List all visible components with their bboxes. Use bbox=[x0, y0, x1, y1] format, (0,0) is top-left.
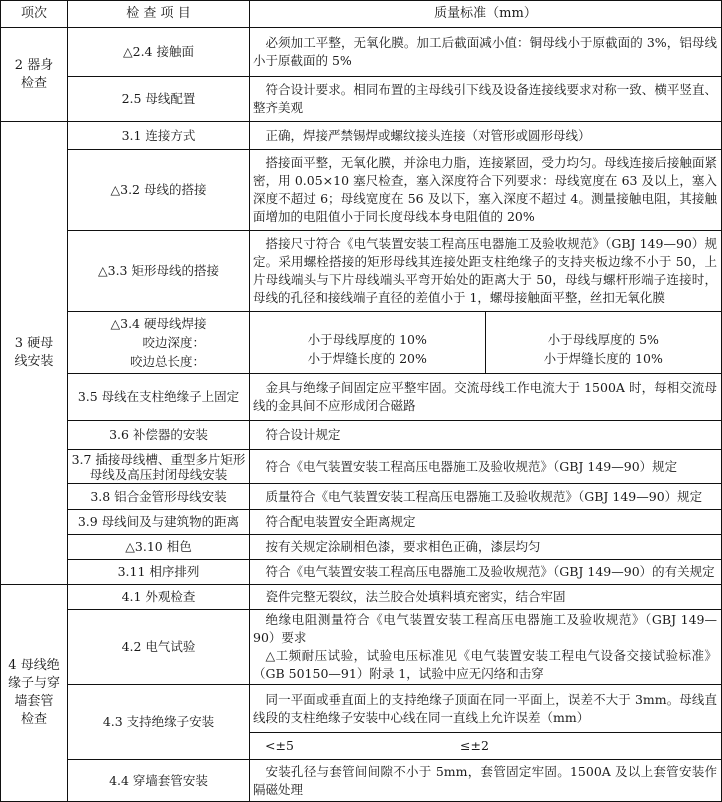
item-3-11: 3.11 相序排列 bbox=[68, 560, 250, 585]
item-4-3: 4.3 支持绝缘子安装 bbox=[68, 685, 250, 760]
item-3-5: 3.5 母线在支柱绝缘子上固定 bbox=[68, 374, 250, 421]
standard-3-9 bbox=[250, 510, 722, 535]
standard-paragraph: △工频耐压试验，试验电压标准见《电气装置安装工程电气设备交接试验标准》（GB 50150—91）附录 1，试验中应无闪络和击穿 bbox=[253, 648, 717, 681]
standard-3-4-right bbox=[486, 312, 722, 373]
standard-text: 正确，焊接严禁锡焊或螺纹接头连接（对管形或圆形母线） bbox=[265, 127, 591, 143]
group-label-line: 3 硬母 bbox=[14, 336, 54, 351]
item-2-5: 2.5 母线配置 bbox=[68, 77, 250, 122]
group-label-line: 检查 bbox=[20, 712, 47, 727]
standard-paragraph: 绝缘电阻测量符合《电气装置安装工程高压电器施工及验收规范》（GBJ 149—90）要求 bbox=[253, 612, 717, 645]
item-3-4-title: △3.4 硬母线焊接 bbox=[110, 316, 207, 331]
standard-3-11 bbox=[250, 560, 722, 585]
standard-3-2 bbox=[250, 150, 722, 231]
standard-text-block bbox=[250, 611, 721, 683]
group-hard-busbar-installation bbox=[1, 122, 68, 585]
standard-3-1 bbox=[250, 122, 722, 150]
item-3-2: △3.2 母线的搭接 bbox=[68, 150, 250, 231]
group-body-inspection bbox=[1, 28, 68, 122]
standard-text: 符合设计要求。相同布置的主母线引下线及设备连接线要求对称一致、横平竖直、整齐美观 bbox=[253, 82, 717, 115]
item-4-4: 4.4 穿墙套管安装 bbox=[68, 760, 250, 802]
standard-text: 符合设计规定 bbox=[265, 427, 341, 442]
standard-4-4 bbox=[250, 760, 722, 802]
item-3-9: 3.9 母线间及与建筑物的距离 bbox=[68, 510, 250, 535]
standard-line: 小于母线厚度的 5% bbox=[547, 331, 659, 347]
item-4-1: 4.1 外观检查 bbox=[68, 585, 250, 610]
item-4-2: 4.2 电气试验 bbox=[68, 610, 250, 685]
standard-4-1 bbox=[250, 585, 722, 610]
standard-line: 小于焊缝长度的 10% bbox=[543, 350, 663, 366]
header-item-no: 项次 bbox=[1, 1, 68, 28]
standard-3-4 bbox=[250, 312, 722, 374]
item-3-8: 3.8 铝合金管形母线安装 bbox=[68, 484, 250, 510]
standard-text: 金具与绝缘子间固定应平整牢固。交流母线工作电流大于 1500A 时，每相交流母线的金具间不应形成闭合磁路 bbox=[253, 380, 717, 413]
standard-line: 小于焊缝长度的 20% bbox=[307, 350, 427, 366]
standard-4-3 bbox=[250, 685, 722, 733]
standard-3-10 bbox=[250, 535, 722, 560]
undercut-length-label: 咬边总长度： bbox=[129, 354, 205, 369]
header-check-item: 检 查 项 目 bbox=[68, 1, 250, 28]
standard-text: 符合《电气装置安装工程高压电器施工及验收规范》（GBJ 149—90）规定 bbox=[265, 458, 678, 474]
standard-text: 符合《电气装置安装工程高压电器施工及验收规范》（GBJ 149—90）的有关规定 bbox=[265, 564, 715, 579]
standard-text: 搭接面平整，无氧化膜，并涂电力脂，连接紧固，受力均匀。母线连接后接触面紧密，用 0.05×10 塞尺检查，塞入深度符合下列要求：母线宽度在 63 及以上，塞入深度不超过 6；母线宽度在 56 及以下，塞入深度不超过 4。测量接触电阻，其接触面增加的电阻值小于同长度母线本身电阻值的 20% bbox=[253, 155, 717, 224]
standard-text: 按有关规定涂刷相色漆，要求相色正确，漆层均匀 bbox=[265, 539, 541, 554]
group-label-line: 缘子与穿 bbox=[7, 676, 60, 691]
standard-line: 小于母线厚度的 10% bbox=[307, 331, 427, 347]
standard-2-5 bbox=[250, 77, 722, 122]
group-insulator-bushing-inspection bbox=[1, 585, 68, 802]
standard-2-4 bbox=[250, 28, 722, 77]
standard-3-7 bbox=[250, 450, 722, 484]
standard-text: 符合配电装置安全距离规定 bbox=[265, 514, 416, 529]
standard-4-2 bbox=[250, 610, 722, 685]
standard-text: 搭接尺寸符合《电气装置安装工程高压电器施工及验收规范》（GBJ 149—90）规定。采用螺栓搭接的矩形母线其连接处距支柱绝缘子的支持夹板边缘不小于 50，上片母线端头与下片母线端头平弯开始处的距离大于 50，母线与螺杆形端子连接时，母线的孔径和接线端子直径的差值小于 1，螺母接触面平整，丝扣无氧化膜 bbox=[253, 236, 717, 305]
group-label-line: 检查 bbox=[20, 75, 47, 91]
item-3-7: 3.7 插接母线槽、重型多片矩形母线及高压封闭母线安装 bbox=[68, 450, 250, 484]
group-label-line: 墙套管 bbox=[14, 694, 54, 709]
standard-3-6 bbox=[250, 421, 722, 450]
item-3-10: △3.10 相色 bbox=[68, 535, 250, 560]
standard-text: 必须加工平整，无氧化膜。加工后截面减小值：铜母线小于原截面的 3%，铝母线小于原截面的 5% bbox=[253, 35, 717, 68]
group-label-line: 2 器身 bbox=[14, 57, 54, 73]
standard-text: 同一平面或垂直面上的支持绝缘子顶面在同一平面上，误差不大于 3mm。母线直线段的支柱绝缘子安装中心线在同一直线上允许误差（mm） bbox=[253, 691, 717, 725]
item-3-6: 3.6 补偿器的安装 bbox=[68, 421, 250, 450]
standard-3-8 bbox=[250, 484, 722, 510]
standard-4-3-tolerances bbox=[250, 733, 722, 760]
header-quality-standard: 质量标准（mm） bbox=[250, 1, 722, 28]
standard-text: 质量符合《电气装置安装工程高压电器施工及验收规范》（GBJ 149—90）规定 bbox=[265, 488, 703, 504]
item-3-3: △3.3 矩形母线的搭接 bbox=[68, 231, 250, 312]
weld-labels bbox=[112, 333, 205, 371]
item-2-4: △2.4 接触面 bbox=[68, 28, 250, 77]
standard-text: 瓷件完整无裂纹，法兰胶合处填料填充密实，结合牢固 bbox=[265, 589, 566, 604]
standard-3-3 bbox=[250, 231, 722, 312]
undercut-depth-label: 咬边深度： bbox=[142, 335, 205, 350]
group-label-line: 4 母线绝 bbox=[8, 658, 60, 673]
group-label-line: 线安装 bbox=[14, 354, 54, 369]
tolerance-value: <±5 bbox=[265, 738, 294, 753]
item-3-4 bbox=[68, 312, 250, 374]
standard-3-4-left bbox=[250, 312, 486, 373]
standard-3-5 bbox=[250, 374, 722, 421]
item-3-1: 3.1 连接方式 bbox=[68, 122, 250, 150]
standard-text: 安装孔径与套管间间隙不小于 5mm，套管固定牢固。1500A 及以上套管安装作隔磁处理 bbox=[253, 763, 717, 797]
tolerance-value: ≤±2 bbox=[460, 738, 489, 753]
